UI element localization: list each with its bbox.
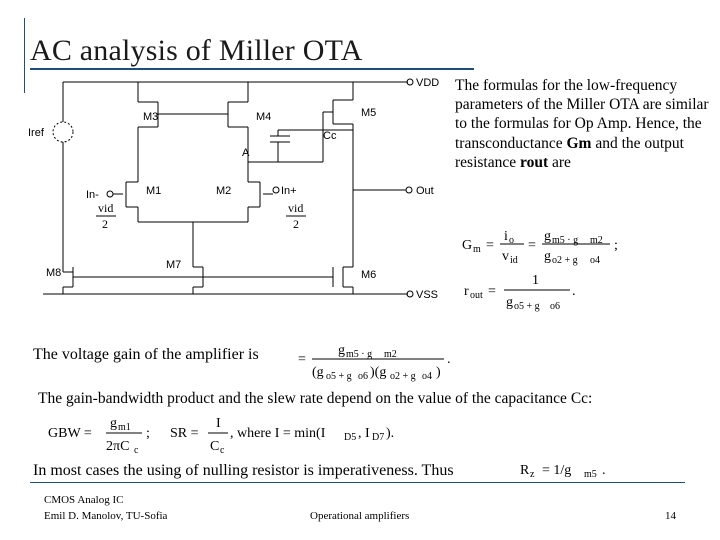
vid-left-label: vid xyxy=(98,201,114,215)
svg-text:r: r xyxy=(464,284,469,299)
vdd-label: VDD xyxy=(416,77,440,89)
svg-text:o2 + g: o2 + g xyxy=(390,371,416,382)
svg-text:=: = xyxy=(486,238,494,253)
svg-text:m5 · g: m5 · g xyxy=(346,349,373,360)
svg-text:o5 + g: o5 + g xyxy=(326,371,352,382)
svg-text:1: 1 xyxy=(532,273,539,288)
svg-text:GBW =: GBW = xyxy=(48,426,92,441)
svg-text:(g: (g xyxy=(312,365,324,380)
svg-text:out: out xyxy=(470,290,483,301)
footer-rule xyxy=(30,482,685,483)
svg-text:g: g xyxy=(506,295,513,310)
description-text-3: are xyxy=(548,153,571,171)
svg-text:R: R xyxy=(520,463,530,478)
svg-text:z: z xyxy=(530,469,535,480)
m1-label: M1 xyxy=(146,185,162,197)
m7-label: M7 xyxy=(166,259,182,271)
iref-label: Iref xyxy=(28,127,44,139)
nulling-sentence: In most cases the using of nulling resistor is imperativeness. Thus xyxy=(33,462,454,479)
svg-text:SR =: SR = xyxy=(170,426,199,441)
vss-label: VSS xyxy=(416,289,439,301)
two-left-label: 2 xyxy=(102,217,108,231)
m4-label: M4 xyxy=(256,111,272,123)
svg-text:).: ). xyxy=(386,426,395,441)
footer-topic: Operational amplifiers xyxy=(310,510,410,522)
m5-label: M5 xyxy=(361,107,377,119)
m2-label: M2 xyxy=(216,185,232,197)
iref-source xyxy=(53,122,73,142)
in-minus-label: In- xyxy=(86,189,99,201)
gain-label: The voltage gain of the amplifier is xyxy=(33,346,259,363)
svg-text:.: . xyxy=(447,352,451,367)
rz-equation xyxy=(520,458,630,482)
footer-course: CMOS Analog IC xyxy=(44,494,124,506)
svg-text:o: o xyxy=(509,235,514,246)
svg-text:id: id xyxy=(510,255,518,266)
svg-text:I: I xyxy=(216,416,221,431)
svg-text:v: v xyxy=(502,249,509,264)
svg-text:c: c xyxy=(134,445,139,456)
svg-text:=: = xyxy=(488,284,496,299)
svg-text:G: G xyxy=(462,238,473,253)
svg-text:o4: o4 xyxy=(422,371,432,382)
footer-page-number: 14 xyxy=(665,510,676,522)
rout-equation xyxy=(464,270,614,314)
node-a-label: A xyxy=(242,147,250,159)
svg-text:g: g xyxy=(544,249,551,264)
svg-text:o5 + g: o5 + g xyxy=(514,301,540,312)
svg-text:.: . xyxy=(572,284,576,299)
svg-text:D5: D5 xyxy=(344,432,357,443)
description-paragraph xyxy=(455,76,717,172)
svg-text:=: = xyxy=(298,352,306,367)
gm-term: Gm xyxy=(566,134,592,152)
svg-text:i: i xyxy=(504,229,508,244)
svg-text:;: ; xyxy=(614,238,618,253)
m8-label: M8 xyxy=(46,267,62,279)
m3-label: M3 xyxy=(143,111,159,123)
out-label: Out xyxy=(416,185,434,197)
svg-text:g: g xyxy=(338,343,345,358)
rout-term: rout xyxy=(519,153,549,171)
svg-text:o2 + g: o2 + g xyxy=(552,255,578,266)
svg-text:C: C xyxy=(210,439,220,454)
svg-text:g: g xyxy=(110,416,117,431)
miller-ota-schematic xyxy=(28,72,448,312)
gm-equation xyxy=(462,222,662,270)
svg-text:m2: m2 xyxy=(590,235,603,246)
svg-text:)(g: )(g xyxy=(370,365,387,380)
title-vertical-rule xyxy=(24,18,25,93)
svg-text:D7: D7 xyxy=(372,432,385,443)
out-terminal xyxy=(406,187,412,193)
gain-sentence xyxy=(33,346,259,364)
footer-author: Emil D. Manolov, TU-Sofia xyxy=(44,510,168,522)
gbw-sentence: The gain-bandwidth product and the slew rate depend on the value of the capacitance Cc: xyxy=(38,390,593,407)
svg-text:m1: m1 xyxy=(118,422,131,433)
m6-label: M6 xyxy=(361,269,377,281)
svg-text:): ) xyxy=(436,365,441,380)
gain-equation xyxy=(298,338,458,384)
vid-right-label: vid xyxy=(288,201,304,215)
svg-text:g: g xyxy=(544,229,551,244)
svg-text:o6: o6 xyxy=(358,371,368,382)
svg-text:m2: m2 xyxy=(384,349,397,360)
svg-text:c: c xyxy=(220,445,225,456)
in-minus-terminal xyxy=(107,191,113,197)
svg-text:2πC: 2πC xyxy=(106,439,130,454)
svg-text:o6: o6 xyxy=(550,301,560,312)
svg-text:.: . xyxy=(602,463,606,478)
svg-text:m5 · g: m5 · g xyxy=(552,235,579,246)
svg-text:m5: m5 xyxy=(584,469,597,480)
slide-title: AC analysis of Miller OTA xyxy=(30,34,363,67)
svg-text:;: ; xyxy=(146,426,150,441)
svg-text:m: m xyxy=(473,244,481,255)
gbw-sr-equation xyxy=(48,412,418,458)
two-right-label: 2 xyxy=(293,217,299,231)
svg-text:o4: o4 xyxy=(590,255,600,266)
cc-label: Cc xyxy=(323,130,337,142)
svg-text:, I: , I xyxy=(358,426,370,441)
in-plus-terminal xyxy=(273,187,279,193)
title-underline xyxy=(30,68,474,70)
description-text-2: and the output resistance xyxy=(455,134,684,171)
svg-text:, where I = min(I: , where I = min(I xyxy=(230,426,326,441)
description-text-1: The formulas for the low-frequency parameters of the Miller OTA are similar to the formulas for Op Amp. Hence, the transconductance xyxy=(455,77,709,152)
svg-text:=: = xyxy=(528,238,536,253)
in-plus-label: In+ xyxy=(281,185,297,197)
svg-text:= 1/g: = 1/g xyxy=(542,463,572,478)
